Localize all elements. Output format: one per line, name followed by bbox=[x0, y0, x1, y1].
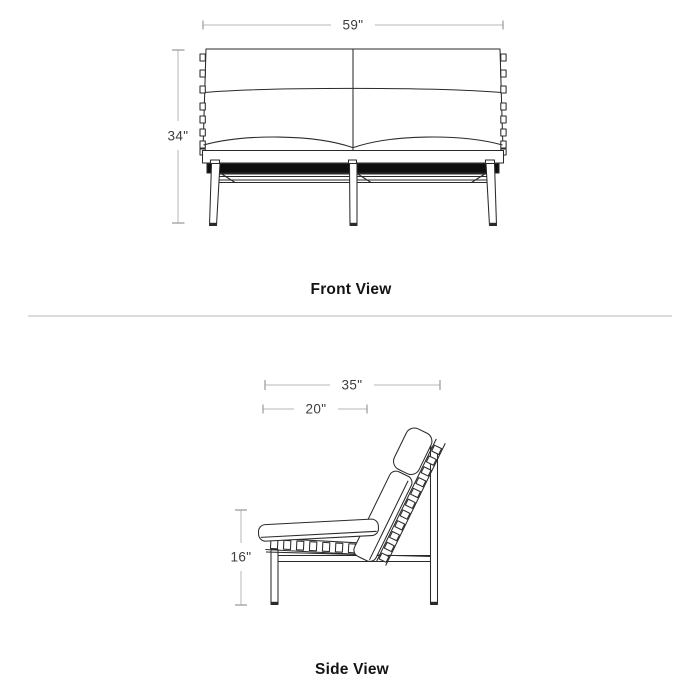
side-view-caption: Side View bbox=[315, 661, 389, 678]
front-view-caption: Front View bbox=[310, 281, 392, 298]
section-divider bbox=[28, 315, 672, 317]
sofa-backrest bbox=[203, 49, 503, 163]
side-width-dimension-label: 35" bbox=[336, 378, 367, 393]
side-seat-depth-dimension-label: 20" bbox=[300, 402, 331, 417]
front-view-drawing bbox=[172, 21, 506, 226]
front-height-dimension-label: 34" bbox=[165, 124, 190, 147]
front-width-dimension-label: 59" bbox=[337, 18, 368, 33]
chair-front-leg bbox=[271, 550, 278, 605]
side-view-drawing bbox=[235, 380, 446, 605]
side-seat-height-dimension-label: 16" bbox=[228, 546, 253, 569]
chair-side-view bbox=[258, 425, 446, 604]
chair-stretcher-bar bbox=[278, 556, 431, 562]
sofa-front-view bbox=[200, 49, 506, 226]
